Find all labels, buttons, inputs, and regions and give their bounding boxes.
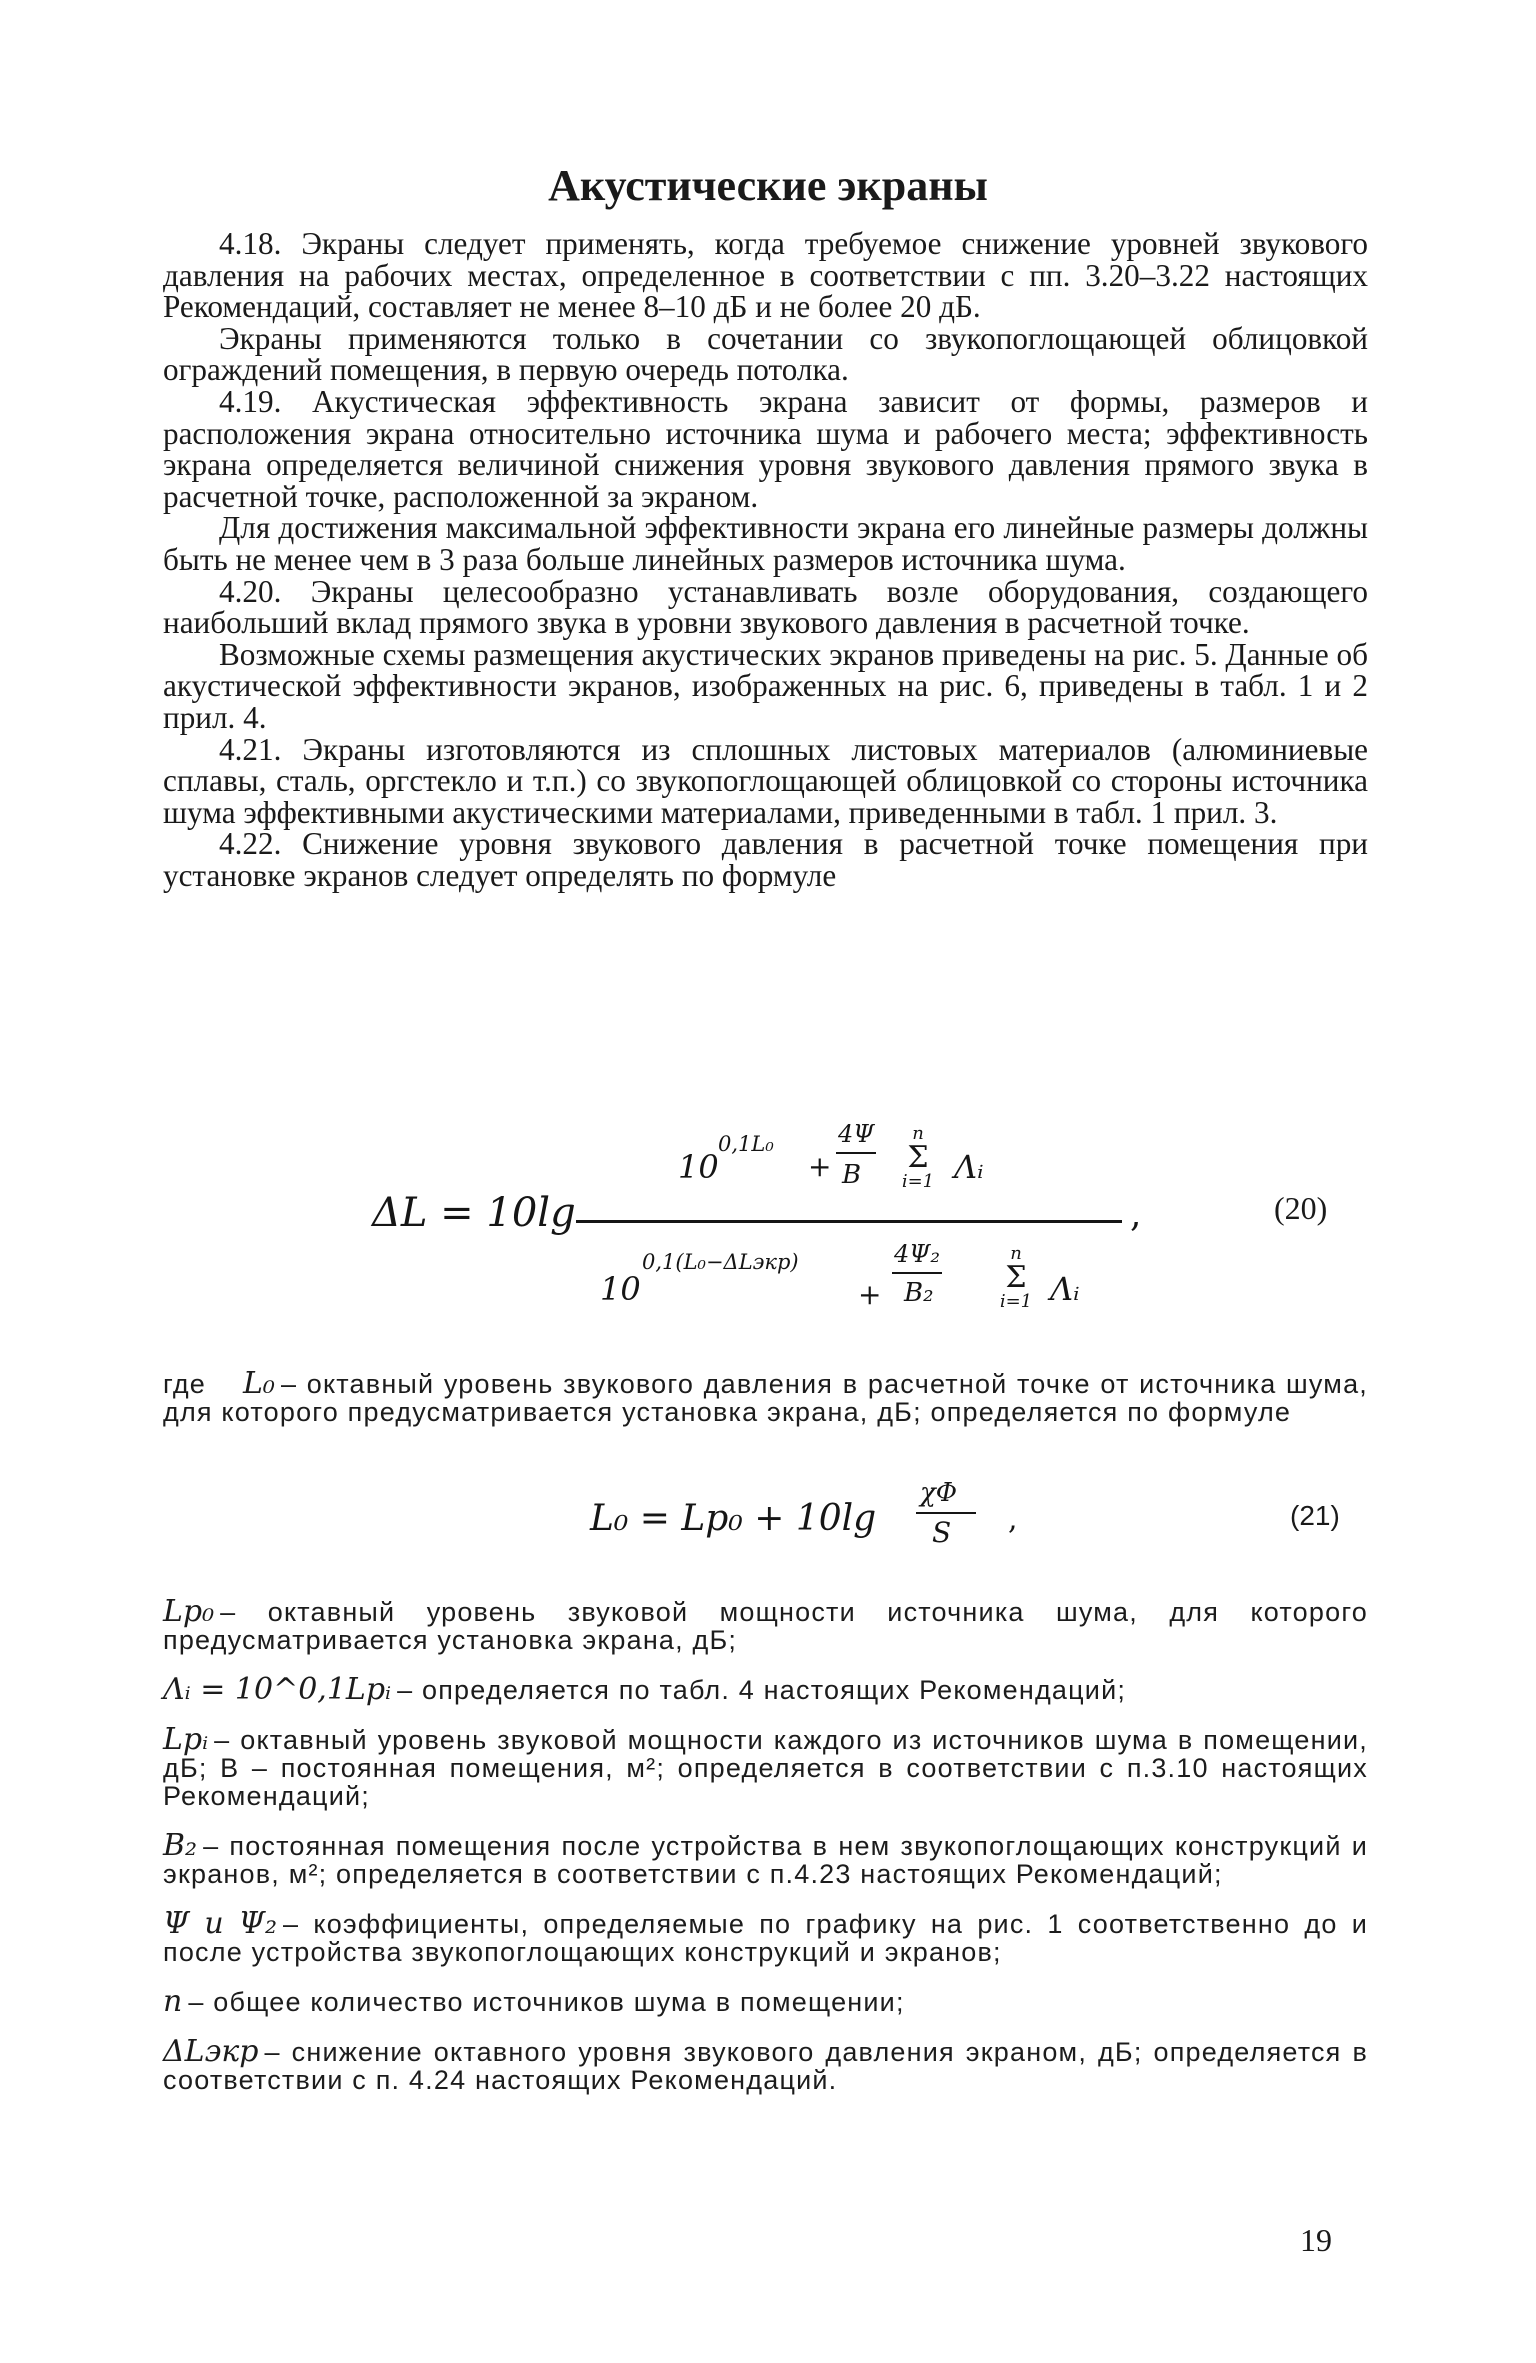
definition-lpi-text: – октавный уровень звуковой мощности каждого из источников шума в помещении, дБ; B – постоянная помещения, м²; определяется в соответствии с п.3.10 настоящих Рекомендаций; [163,1725,1368,1811]
formula-20-denominator-sum [994,1244,1038,1312]
formula-21-fraction-bar [916,1512,976,1514]
formula-21-expression: L₀ = Lp₀ + 10lg [590,1498,877,1539]
sum-upper-limit: n [912,1123,924,1144]
formula-20-fraction-bar [576,1220,1122,1223]
formula-20-numerator-sum [896,1124,940,1192]
formula-21-comma: , [1008,1502,1018,1537]
sum-upper-limit: n [1010,1243,1022,1264]
symbol-b2: B₂ [163,1828,198,1863]
definition-delta-l-text: – снижение октавного уровня звукового давления экраном, дБ; определяется в соответствии с п. 4.24 настоящих Рекомендаций. [163,2037,1368,2095]
definition-lpi [163,1722,1368,1811]
page-number: 19 [1300,2222,1332,2258]
definition-l0 [163,1366,1368,1427]
formula-20-denominator-plus: + [858,1278,882,1311]
definition-psi-text: – коэффициенты, определяемые по графику на рис. 1 соответственно до и после устройства звукопоглощающих конструкций и экранов; [163,1909,1368,1967]
symbol-psi: Ψ и Ψ₂ [163,1906,277,1941]
formula-20-denominator-fraction-top: 4Ψ₂ [894,1240,940,1268]
formula-20-numerator-exponent: 0,1L₀ [718,1132,774,1156]
sum-sign: Σ [907,1140,929,1175]
definition-n [163,1984,1368,2019]
definition-n-text: – общее количество источников шума в помещении; [188,1987,905,2017]
symbol-lambda: Λᵢ = 10^0,1Lpᵢ [163,1672,392,1707]
formula-20-numerator-base: 10 [678,1148,719,1186]
symbol-l0: L₀ [243,1366,275,1401]
formula-20-numerator-plus: + [808,1150,832,1183]
definition-delta-l [163,2034,1368,2095]
where-label: где [163,1369,207,1399]
formula-20-denominator-exponent: 0,1(L₀−ΔLэкр) [642,1250,799,1274]
formula-20-numerator-fraction-top: 4Ψ [838,1120,875,1148]
symbol-n: n [163,1984,183,2019]
sum-sign: Σ [1005,1260,1027,1295]
symbol-lpi: Lpᵢ [163,1722,209,1757]
definition-lp0 [163,1594,1368,1655]
definition-lambda-text: – определяется по табл. 4 настоящих Рекомендаций; [397,1675,1127,1705]
formula-20-lhs: ΔL = 10lg [372,1190,576,1236]
sum-lower-limit: i=1 [901,1171,935,1192]
paragraph-screen-dimensions: Для достижения максимальной эффективности экрана его линейные размеры должны быть не менее чем в 3 раза больше линейных размеров источника шума. [163,510,1368,577]
formula-20-numerator-fraction-bar [836,1152,876,1154]
definition-psi [163,1906,1368,1967]
paragraph-4-18: 4.18. Экраны следует применять, когда требуемое снижение уровней звукового давления на рабочих местах, определенное в соответствии с пп. 3.20–3.22 настоящих Рекомендаций, составляет не менее 8–10 дБ и не более 20 дБ. [163,226,1368,325]
paragraph-4-22: 4.22. Снижение уровня звукового давления в расчетной точке помещения при установке экранов следует определять по формуле [163,826,1368,893]
formula-20 [0,1110,1536,1350]
definition-l0-text: – октавный уровень звукового давления в расчетной точке от источника шума, для которого предусматривается установка экрана, дБ; определяется по формуле [163,1369,1368,1427]
definition-lambda [163,1672,1368,1707]
formula-20-comma: , [1130,1194,1142,1235]
definitions-block [163,1366,1368,2095]
section-title: Акустические экраны [548,161,988,210]
definition-b2 [163,1828,1368,1889]
body-text [163,228,1368,891]
formula-21 [0,1478,1536,1560]
formula-20-number: (20) [1274,1190,1328,1226]
paragraph-4-19: 4.19. Акустическая эффективность экрана зависит от формы, размеров и расположения экрана относительно источника шума и рабочего места; эффективность экрана определяется величиной снижения уровня звукового давления прямого звука в расчетной точке, расположенной за экраном. [163,383,1368,514]
formula-21-fraction-top: χΦ [920,1478,958,1508]
definition-b2-text: – постоянная помещения после устройства в нем звукопоглощающих конструкций и экранов, м²; определяется в соответствии с п.4.23 настоящих Рекомендаций; [163,1831,1368,1889]
formula-20-numerator-fraction-bottom: B [842,1160,862,1190]
formula-20-denominator-base: 10 [600,1270,641,1308]
formula-21-fraction-bottom: S [932,1516,952,1549]
paragraph-screens-combination: Экраны применяются только в сочетании со звукопоглощающей облицовкой ограждений помещения, в первую очередь потолка. [163,320,1368,388]
paragraph-screen-schemes: Возможные схемы размещения акустических экранов приведены на рис. 5. Данные об акустической эффективности экранов, изображенных на рис. 6, приведены в табл. 1 и 2 прил. 4. [163,636,1368,735]
sum-lower-limit: i=1 [999,1291,1033,1312]
symbol-delta-l: ΔLэкр [163,2034,259,2069]
formula-20-denominator-fraction-bottom: B₂ [904,1278,934,1308]
paragraph-4-20: 4.20. Экраны целесообразно устанавливать возле оборудования, создающего наибольший вклад прямого звука в уровни звукового давления в расчетной точке. [163,573,1368,641]
definition-lp0-text: – октавный уровень звуковой мощности источника шума, для которого предусматривается установка экрана, дБ; [163,1597,1368,1655]
formula-20-numerator-lambda: Λᵢ [954,1148,984,1186]
formula-20-denominator-lambda: Λᵢ [1050,1270,1080,1308]
symbol-lp0: Lp₀ [163,1594,215,1629]
formula-20-denominator-fraction-bar [892,1272,942,1274]
formula-21-number: (21) [1290,1500,1340,1531]
paragraph-4-21: 4.21. Экраны изготовляются из сплошных листовых материалов (алюминиевые сплавы, сталь, оргстекло и т.п.) со звукопоглощающей облицовкой со стороны источника шума эффективными акустическими материалами, приведенными в табл. 1 прил. 3. [163,731,1368,830]
